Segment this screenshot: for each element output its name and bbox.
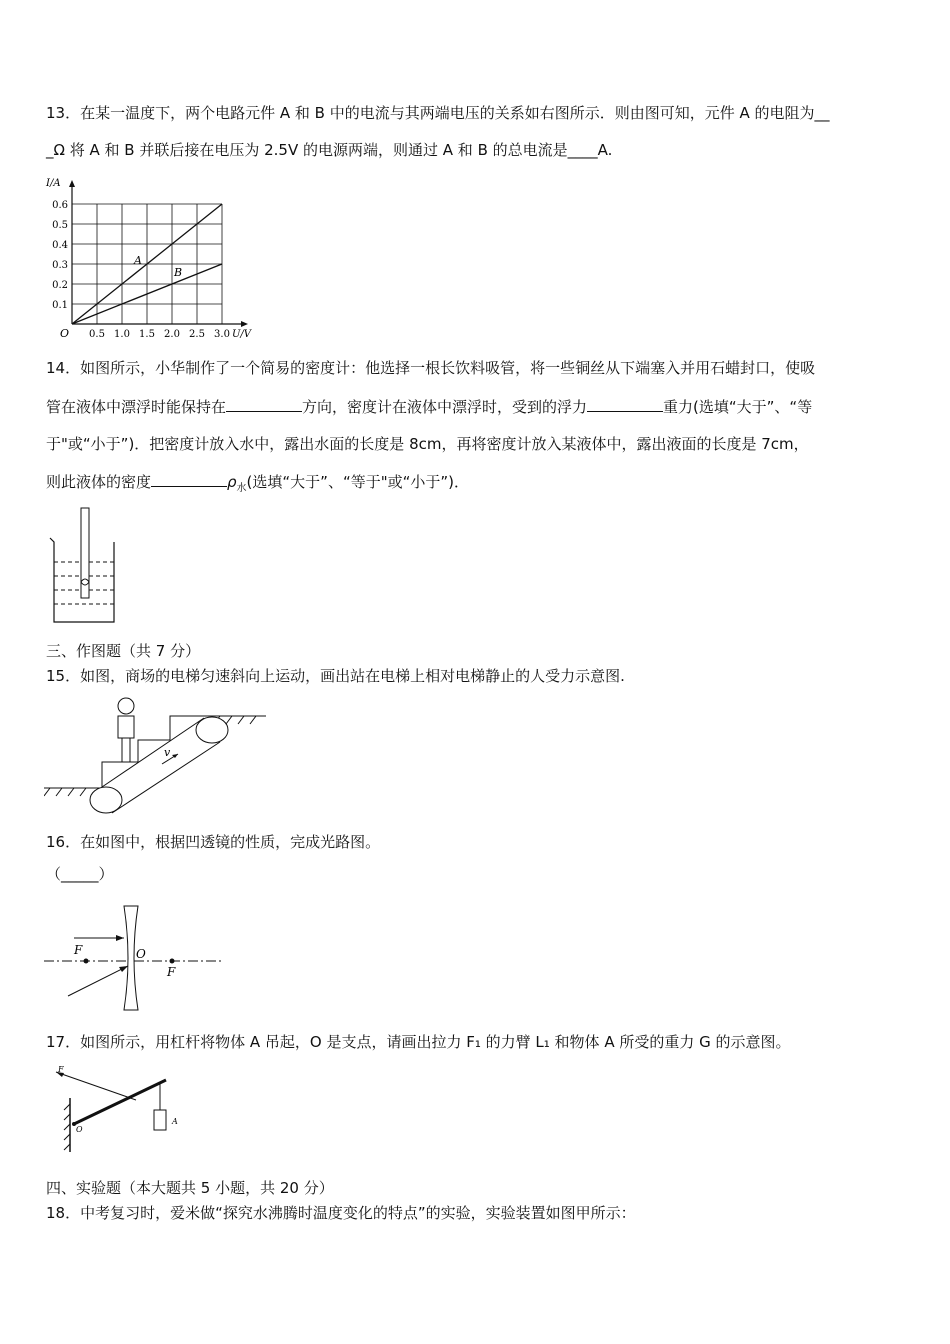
person-head: [118, 698, 134, 714]
q16-answer[interactable]: （_____）: [46, 865, 114, 883]
y-tick-label-3: 0.4: [52, 240, 68, 251]
o-label: O: [136, 947, 146, 961]
q17-text: 17．如图所示，用杠杆将物体 A 吊起，O 是支点，请画出拉力 F₁ 的力臂 L₁ 和物体 A 所受的重力 G 的示意图。: [46, 1033, 791, 1051]
focus-left: [84, 959, 89, 964]
y-tick-label-5: 0.6: [52, 200, 68, 211]
q14-line4-pre: 则此液体的密度: [46, 473, 152, 491]
v-label: v: [164, 746, 171, 759]
escalator-figure: [44, 692, 270, 818]
q14-line3: 于"或“小于”)．把密度计放入水中，露出水面的长度是 8cm，再将密度计放入某液体中，露出液面的长度是 7cm，: [46, 435, 809, 453]
person-legs: [122, 738, 130, 762]
section-3-heading: 三、作图题（共 7 分）: [46, 642, 201, 660]
q14-line2-mid: 方向，密度计在液体中漂浮时，受到的浮力: [302, 398, 588, 416]
q14-line2-post: 重力(选填“大于”、“等: [663, 398, 813, 416]
y-tick-label-4: 0.5: [52, 220, 68, 231]
rho-symbol: ρ: [227, 473, 237, 491]
focus-right: [170, 959, 175, 964]
lever-bar: [74, 1080, 166, 1124]
y-axis-arrow: [69, 180, 75, 187]
q14-blank-density[interactable]: [151, 486, 227, 487]
q16-text: 16．在如图中，根据凹透镜的性质，完成光路图。: [46, 833, 381, 851]
x-tick-label-1: 1.0: [114, 329, 130, 338]
x-axis-arrow: [241, 321, 248, 327]
x-tick-label-2: 1.5: [139, 329, 155, 338]
x-tick-label-3: 2.0: [164, 329, 180, 338]
q14-line4-post: (选填“大于”、“等于"或“小于”)．: [246, 473, 470, 491]
person-body: [118, 716, 134, 738]
origin-label: O: [60, 327, 70, 338]
o-label: O: [76, 1125, 83, 1134]
section-4-heading: 四、实验题（本大题共 5 小题，共 20 分）: [46, 1179, 334, 1197]
f-label: F: [58, 1066, 64, 1074]
x-axis-label: U/V: [232, 329, 252, 338]
q14-line4: [46, 472, 469, 499]
x-tick-label-4: 2.5: [189, 329, 205, 338]
incident-ray-2: [68, 966, 128, 996]
y-axis-label: I/A: [46, 178, 61, 189]
series-label-B: B: [174, 266, 183, 279]
y-tick-label-0: 0.1: [52, 300, 68, 311]
ground-hatch-left: [44, 788, 86, 796]
object-a: [154, 1110, 166, 1130]
pull-rope: [56, 1072, 136, 1100]
iu-chart: [40, 172, 272, 338]
q13-line2: _Ω 将 A 和 B 并联后接在电压为 2.5V 的电源两端，则通过 A 和 B 的总电流是____A.: [46, 141, 613, 159]
x-tick-label-5: 3.0: [214, 329, 230, 338]
f-left-label: F: [74, 943, 83, 957]
a-label: A: [172, 1117, 178, 1126]
lever-figure: [44, 1066, 194, 1156]
concave-lens-figure: [44, 902, 228, 1014]
y-tick-label-2: 0.3: [52, 260, 68, 271]
x-tick-label-0: 0.5: [89, 329, 105, 338]
q15-text: 15．如图，商场的电梯匀速斜向上运动，画出站在电梯上相对电梯静止的人受力示意图.: [46, 667, 625, 685]
q14-line1: 14．如图所示，小华制作了一个简易的密度计：他选择一根长饮料吸管，将一些铜丝从下端塞入并用石蜡封口，使吸: [46, 359, 816, 377]
q14-blank-buoyancy[interactable]: [587, 411, 663, 412]
y-tick-label-1: 0.2: [52, 280, 68, 291]
hydrometer-figure: [44, 504, 124, 628]
rho-subscript: 水: [236, 483, 247, 494]
q14-line2: [46, 397, 812, 417]
q14-line2-pre: 管在液体中漂浮时能保持在: [46, 398, 227, 416]
q14-blank-direction[interactable]: [226, 411, 302, 412]
upper-roller: [196, 717, 228, 743]
f-right-label: F: [167, 965, 176, 979]
series-label-A: A: [134, 254, 142, 267]
q18-text: 18．中考复习时，爱米做“探究水沸腾时温度变化的特点”的实验，实验装置如图甲所示：: [46, 1204, 636, 1222]
wall-hatch: [64, 1104, 70, 1150]
q13-line1: 13．在某一温度下，两个电路元件 A 和 B 中的电流与其两端电压的关系如右图所示．则由图可知，元件 A 的电阻为__: [46, 104, 830, 122]
